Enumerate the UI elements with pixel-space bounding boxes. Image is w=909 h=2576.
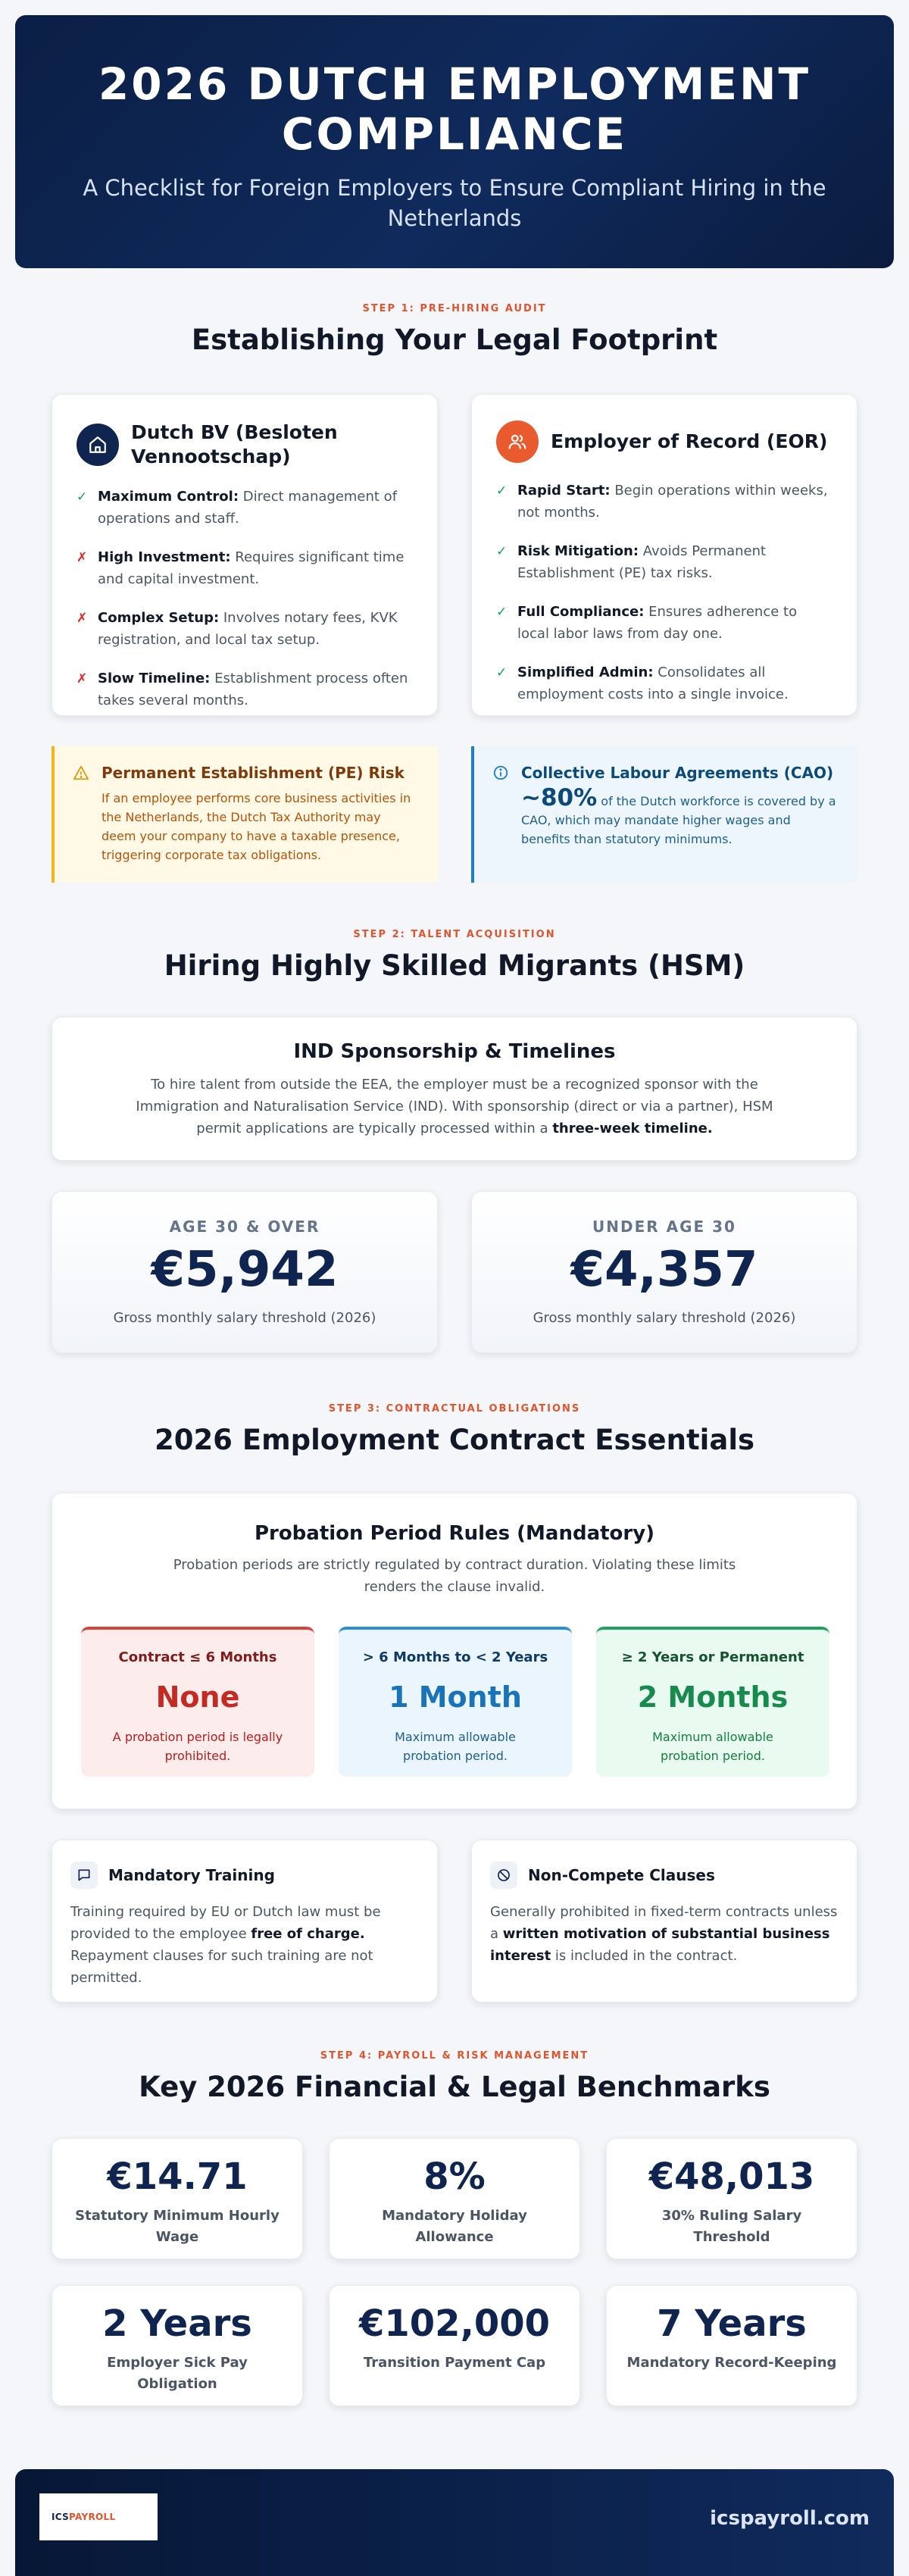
feature-text: Ensures adherence to local labor laws from day one. [517, 604, 798, 642]
pe-alert-body: If an employee performs core business activities in the Netherlands, the Dutch Tax Authority may deem your company to have a taxable presence, triggering corporate tax obligations. [102, 791, 411, 862]
feature-label: Simplified Admin: [517, 664, 654, 680]
threshold-card-30-plus [52, 1191, 438, 1353]
step2-label: STEP 2: TALENT ACQUISITION [353, 929, 556, 940]
non-compete-body [490, 1901, 839, 1967]
users-icon [496, 420, 539, 463]
ind-body-text: To hire talent from outside the EEA, the employer must be a recognized sponsor with the Immigration and Naturalisation Service (IND). With sponsorship (direct or via a partner), HSM permit applications are typically processed within a [136, 1077, 773, 1136]
check-icon: ✓ [496, 605, 508, 620]
threshold-note: Gross monthly salary threshold (2026) [533, 1310, 796, 1326]
hero-banner [15, 15, 894, 268]
page-subtitle: A Checklist for Foreign Employers to Ensure Compliant Hiring in the Netherlands [83, 175, 826, 231]
list-item [496, 480, 832, 524]
ind-sponsorship-card [52, 1017, 857, 1161]
structure-comparison [52, 394, 857, 716]
tier-value: 1 Month [389, 1680, 522, 1714]
cao-alert-title: Collective Labour Agreements (CAO) [521, 764, 834, 782]
list-item [77, 667, 413, 711]
tier-heading: Contract ≤ 6 Months [118, 1649, 277, 1665]
tier-note: Maximum allowable probation period. [395, 1730, 516, 1763]
threshold-label: AGE 30 & OVER [169, 1218, 320, 1236]
contract-clauses [52, 1840, 857, 2002]
non-compete-emphasis: written motivation of substantial business interest [490, 1926, 830, 1964]
company-logo[interactable] [39, 2493, 158, 2540]
tier-value: None [155, 1680, 240, 1714]
bv-card [52, 394, 438, 716]
feature-label: High Investment: [98, 549, 231, 565]
salary-thresholds [52, 1191, 857, 1353]
benchmark-value: 2 Years [102, 2302, 252, 2345]
check-icon: ✓ [496, 544, 508, 559]
cross-icon: ✗ [77, 671, 88, 686]
eor-title: Employer of Record (EOR) [551, 430, 828, 452]
threshold-card-under-30 [471, 1191, 857, 1353]
message-icon [70, 1862, 98, 1889]
list-item [496, 661, 832, 705]
threshold-value: €5,942 [151, 1242, 339, 1298]
tier-heading: ≥ 2 Years or Permanent [621, 1649, 804, 1665]
tier-note: A probation period is legally prohibited. [112, 1730, 283, 1763]
benchmark-label: Statutory Minimum Hourly Wage [75, 2208, 280, 2245]
ind-emphasis: three-week timeline. [552, 1121, 713, 1136]
benchmark-value: €102,000 [358, 2302, 551, 2345]
feature-label: Risk Mitigation: [517, 543, 639, 559]
page-title: 2026 DUTCH EMPLOYMENT COMPLIANCE [98, 58, 811, 160]
tier-note: Maximum allowable probation period. [652, 1730, 773, 1763]
training-body [70, 1901, 419, 1989]
non-compete-title: Non-Compete Clauses [528, 1866, 715, 1884]
benchmark-label: Transition Payment Cap [363, 2355, 546, 2371]
probation-rules-card [52, 1493, 857, 1809]
warning-icon [73, 764, 89, 781]
prohibited-icon [490, 1862, 517, 1889]
probation-title: Probation Period Rules (Mandatory) [254, 1522, 655, 1545]
check-icon: ✓ [496, 665, 508, 680]
step4-header [0, 2050, 909, 2103]
training-card [52, 1840, 438, 2002]
cao-stat: ~80% [521, 784, 598, 811]
step3-title: 2026 Employment Contract Essentials [154, 1424, 755, 1456]
feature-text: Avoids Permanent Establishment (PE) tax risks. [517, 543, 767, 581]
ind-body [128, 1074, 781, 1140]
training-emphasis: free of charge. [251, 1926, 365, 1942]
step2-header [0, 929, 909, 982]
list-item [496, 601, 832, 645]
probation-tier-long [596, 1627, 829, 1777]
list-item [77, 486, 413, 530]
feature-label: Slow Timeline: [98, 671, 211, 686]
benchmark-card [52, 2285, 303, 2406]
benchmark-value: 8% [423, 2156, 486, 2198]
feature-text: Requires significant time and capital investment. [98, 549, 405, 587]
training-text: Repayment clauses for such training are not permitted. [70, 1948, 373, 1986]
pe-alert-title: Permanent Establishment (PE) Risk [102, 764, 405, 782]
cao-alert [471, 746, 857, 883]
step3-label: STEP 3: CONTRACTUAL OBLIGATIONS [328, 1403, 581, 1415]
training-title: Mandatory Training [108, 1866, 275, 1884]
check-icon: ✓ [496, 483, 508, 499]
benchmark-value: €48,013 [648, 2156, 815, 2198]
cao-alert-text: of the Dutch workforce is covered by a CAO, which may mandate higher wages and benefits than statutory minimums. [521, 794, 836, 846]
benchmark-label: Mandatory Holiday Allowance [382, 2208, 527, 2245]
check-icon: ✓ [77, 489, 88, 505]
threshold-label: UNDER AGE 30 [592, 1218, 736, 1236]
home-icon [77, 424, 119, 466]
feature-text: Direct management of operations and staff. [98, 489, 398, 527]
feature-label: Maximum Control: [98, 489, 239, 505]
step1-header [0, 303, 909, 356]
eor-feature-list [496, 480, 832, 705]
tier-heading: > 6 Months to < 2 Years [362, 1649, 548, 1665]
feature-text: Consolidates all employment costs into a single invoice. [517, 664, 789, 702]
eor-card [471, 394, 857, 716]
step2-title: Hiring Highly Skilled Migrants (HSM) [164, 949, 745, 982]
benchmark-value: €14.71 [107, 2156, 248, 2198]
step1-label: STEP 1: PRE-HIRING AUDIT [362, 303, 547, 314]
cao-alert-body [521, 784, 838, 849]
list-item [496, 540, 832, 584]
cross-icon: ✗ [77, 611, 88, 626]
benchmark-value: 7 Years [657, 2302, 807, 2345]
benchmark-card [52, 2138, 303, 2259]
feature-text: Begin operations within weeks, not months. [517, 483, 828, 521]
ind-title: IND Sponsorship & Timelines [293, 1040, 616, 1063]
bv-feature-list [77, 486, 413, 711]
benchmark-card [329, 2285, 580, 2406]
website-link[interactable]: icspayroll.com [710, 2507, 870, 2530]
step1-title: Establishing Your Legal Footprint [191, 324, 718, 356]
tier-value: 2 Months [637, 1680, 789, 1714]
list-item [77, 607, 413, 651]
list-item [77, 546, 413, 590]
info-icon [492, 764, 509, 781]
threshold-note: Gross monthly salary threshold (2026) [113, 1310, 376, 1326]
probation-subtitle: Probation periods are strictly regulated by contract duration. Violating these limits renders the clause invalid. [173, 1557, 736, 1595]
risk-alerts [52, 746, 857, 883]
logo-text-accent: PAYROLL [69, 2512, 116, 2522]
bv-title: Dutch BV (Besloten Vennootschap) [131, 421, 338, 467]
footer [15, 2469, 894, 2576]
feature-text: Establishment process often takes several months. [98, 671, 408, 708]
benchmark-label: 30% Ruling Salary Threshold [661, 2208, 802, 2245]
step4-title: Key 2026 Financial & Legal Benchmarks [139, 2071, 770, 2103]
cross-icon: ✗ [77, 550, 88, 565]
benchmark-card [329, 2138, 580, 2259]
feature-label: Rapid Start: [517, 483, 611, 499]
non-compete-text: Generally prohibited in fixed-term contracts unless a [490, 1904, 838, 1942]
non-compete-card [471, 1840, 857, 2002]
benchmark-card [606, 2285, 857, 2406]
probation-tier-short [81, 1627, 314, 1777]
pe-risk-alert [52, 746, 438, 883]
feature-label: Complex Setup: [98, 610, 220, 626]
step3-header [0, 1403, 909, 1456]
training-text: Training required by EU or Dutch law must be provided to the employee [70, 1904, 381, 1942]
benchmark-card [606, 2138, 857, 2259]
probation-tier-medium [339, 1627, 572, 1777]
benchmark-label: Mandatory Record-Keeping [626, 2355, 837, 2371]
logo-text-main: ICS [52, 2512, 70, 2522]
threshold-value: €4,357 [570, 1242, 758, 1298]
benchmark-grid [52, 2138, 857, 2405]
feature-label: Full Compliance: [517, 604, 645, 620]
non-compete-text: is included in the contract. [551, 1948, 738, 1964]
step4-label: STEP 4: PAYROLL & RISK MANAGEMENT [320, 2050, 589, 2062]
benchmark-label: Employer Sick Pay Obligation [107, 2355, 248, 2392]
feature-text: Involves notary fees, KVK registration, and local tax setup. [98, 610, 398, 648]
